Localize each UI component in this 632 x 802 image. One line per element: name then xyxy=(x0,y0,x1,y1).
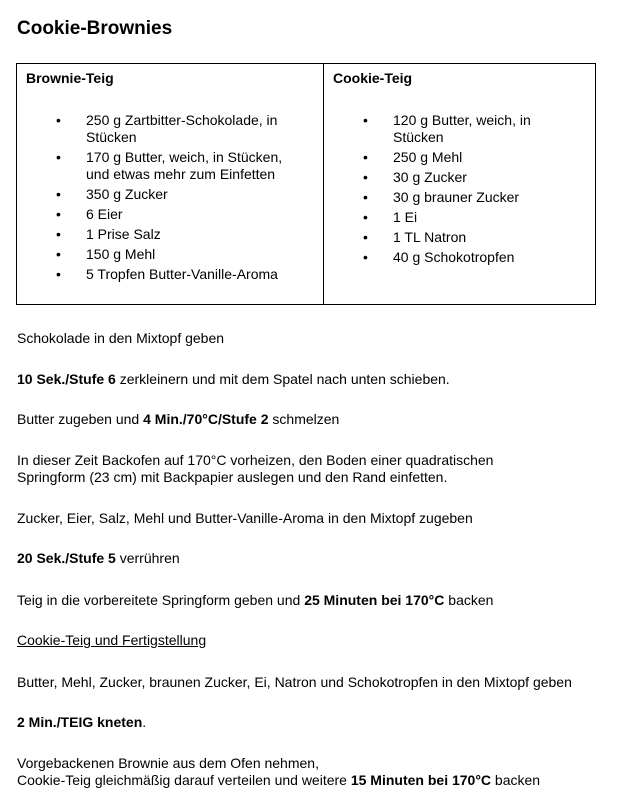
ingredient-text: Stücken xyxy=(86,129,137,145)
step-6-setting: 20 Sek./Stufe 5 xyxy=(17,550,116,566)
step-2-text: zerkleinern und mit dem Spatel nach unten schieben. xyxy=(115,371,450,387)
ingredient-text: • 250 g Zartbitter-Schokolade, in xyxy=(86,112,278,128)
step-4-line-1: In dieser Zeit Backofen auf 170°C vorheizen, den Boden einer quadratischen xyxy=(17,452,494,468)
ingredient-item xyxy=(86,112,282,146)
ingredient-item xyxy=(86,226,282,243)
ingredient-item xyxy=(393,169,531,186)
section-heading-cookie: Cookie-Teig und Fertigstellung xyxy=(17,632,207,648)
step-9-setting: 2 Min./TEIG kneten xyxy=(17,714,143,730)
step-10-setting: 15 Minuten bei 170°C xyxy=(350,772,492,788)
ingredient-text: • 5 Tropfen Butter-Vanille-Aroma xyxy=(86,266,278,282)
step-9-text: . xyxy=(142,714,147,730)
ingredient-text: • 1 Prise Salz xyxy=(86,226,161,242)
step-4 xyxy=(17,452,493,486)
ingredients-table xyxy=(16,63,596,305)
step-3-text-post: schmelzen xyxy=(268,411,340,427)
step-7-text-post: backen xyxy=(444,592,494,608)
ingredient-text: • 150 g Mehl xyxy=(86,246,156,262)
step-5-text: Zucker, Eier, Salz, Mehl und Butter-Vanille-Aroma in den Mixtopf zugeben xyxy=(17,510,473,526)
ingredient-item xyxy=(86,186,282,203)
ingredient-item xyxy=(86,266,282,283)
step-2 xyxy=(17,371,450,388)
cookie-column xyxy=(324,64,595,304)
ingredient-item xyxy=(393,149,531,166)
step-5 xyxy=(17,510,473,527)
step-6-text: verrühren xyxy=(115,550,180,566)
brownie-heading: Brownie-Teig xyxy=(26,70,114,86)
step-3-setting: 4 Min./70°C/Stufe 2 xyxy=(143,411,269,427)
step-10-line-2 xyxy=(17,772,540,789)
step-3-text-pre: Butter zugeben und xyxy=(17,411,144,427)
step-2-setting: 10 Sek./Stufe 6 xyxy=(17,371,116,387)
brownie-ingredient-list xyxy=(86,112,282,286)
cookie-ingredient-list xyxy=(393,112,531,269)
ingredient-text: • 1 TL Natron xyxy=(393,229,467,245)
ingredient-text: • 120 g Butter, weich, in xyxy=(393,112,531,128)
cookie-heading: Cookie-Teig xyxy=(333,70,413,86)
ingredient-text: • 30 g Zucker xyxy=(393,169,467,185)
ingredient-text: • 1 Ei xyxy=(393,209,418,225)
step-7-setting: 25 Minuten bei 170°C xyxy=(304,592,445,608)
ingredient-item xyxy=(86,206,282,223)
step-10-text-pre: Cookie-Teig gleichmäßig darauf verteilen und weitere xyxy=(17,772,351,788)
recipe-title: Cookie-Brownies xyxy=(17,18,173,39)
ingredient-text: und etwas mehr zum Einfetten xyxy=(86,166,276,182)
ingredient-text: • 350 g Zucker xyxy=(86,186,168,202)
ingredient-item xyxy=(393,249,531,266)
brownie-column xyxy=(17,64,324,304)
ingredient-text: Stücken xyxy=(393,129,444,145)
step-8-text: Butter, Mehl, Zucker, braunen Zucker, Ei, Natron und Schokotropfen in den Mixtopf geben xyxy=(17,674,572,690)
ingredient-item xyxy=(86,246,282,263)
step-10-text-post: backen xyxy=(491,772,541,788)
step-8 xyxy=(17,674,572,691)
ingredient-text: • 6 Eier xyxy=(86,206,123,222)
ingredient-item xyxy=(86,149,282,183)
ingredient-text: • 30 g brauner Zucker xyxy=(393,189,520,205)
ingredient-item xyxy=(393,112,531,146)
step-4-line-2: Springform (23 cm) mit Backpapier auslegen und den Rand einfetten. xyxy=(17,469,448,485)
ingredient-text: • 250 g Mehl xyxy=(393,149,463,165)
step-1 xyxy=(17,330,224,347)
step-9 xyxy=(17,714,146,731)
step-7-text-pre: Teig in die vorbereitete Springform geben und xyxy=(17,592,305,608)
step-10 xyxy=(17,755,540,789)
ingredient-item xyxy=(393,209,531,226)
step-1-text: Schokolade in den Mixtopf geben xyxy=(17,330,225,346)
ingredient-text: • 40 g Schokotropfen xyxy=(393,249,515,265)
ingredient-item xyxy=(393,229,531,246)
step-6 xyxy=(17,550,180,567)
ingredient-item xyxy=(393,189,531,206)
ingredient-text: • 170 g Butter, weich, in Stücken, xyxy=(86,149,283,165)
step-3 xyxy=(17,411,339,428)
step-10-line-1: Vorgebackenen Brownie aus dem Ofen nehmen, xyxy=(17,755,319,771)
step-7 xyxy=(17,592,493,609)
